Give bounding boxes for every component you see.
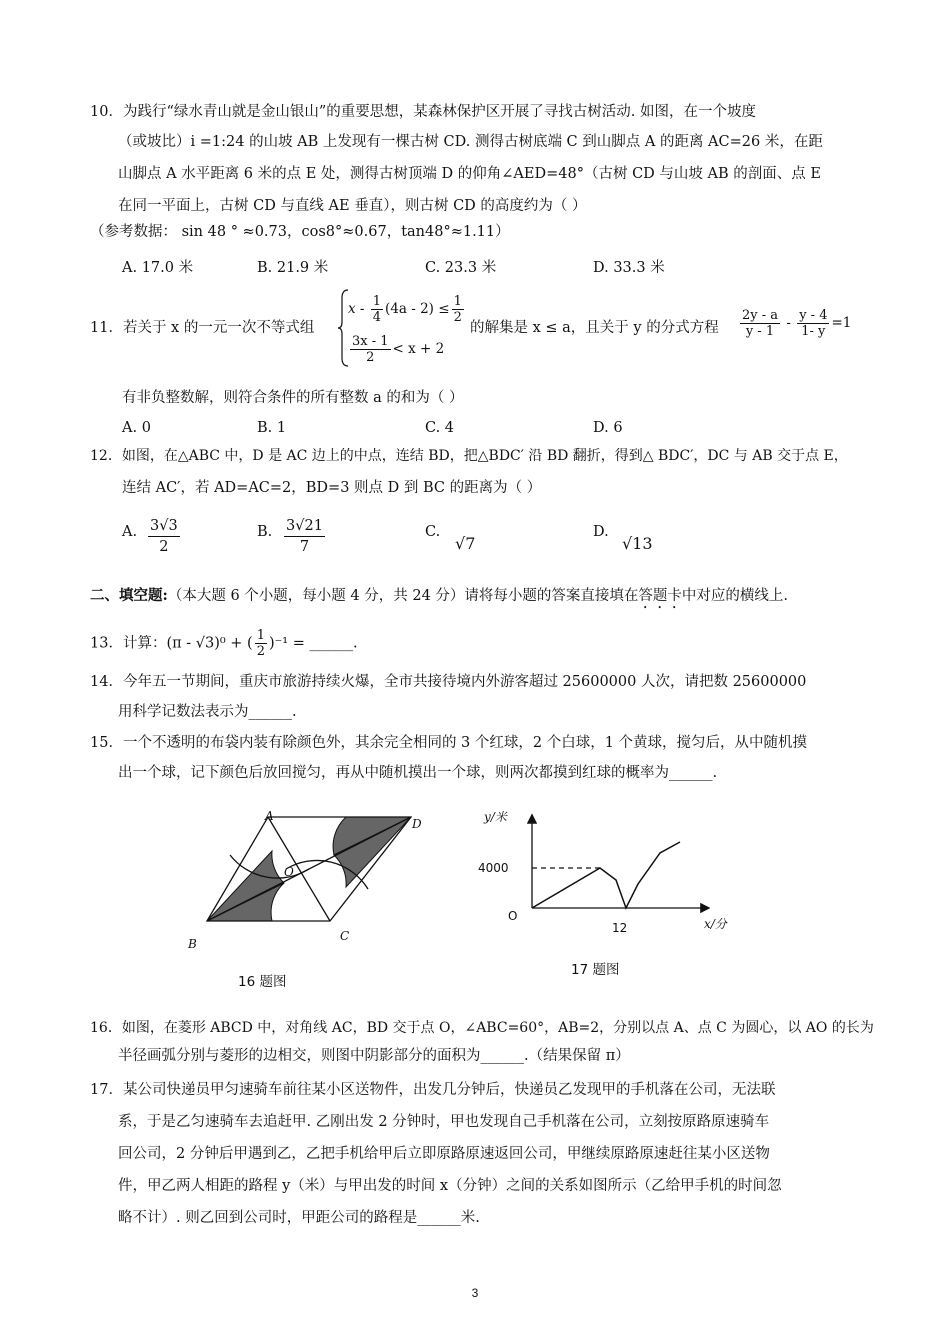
q11-option-c: C. 4 <box>425 420 455 436</box>
q11-inequality-2: $\frac{3x - 1}{2}$ < x + 2 <box>352 334 445 365</box>
q16-line2: 半径画弧分别与菱形的边相交，则图中阴影部分的面积为______.（结果保留 π） <box>118 1048 630 1064</box>
q14-line2: 用科学记数法表示为______. <box>118 704 297 720</box>
q12-line2: 连结 AC′，若 AD=AC=2，BD=3 则点 D 到 BC 的距离为（ ） <box>122 480 542 496</box>
q16-line1: 16．如图，在菱形 ABCD 中，对角线 AC，BD 交于点 O，∠ABC=60°，AB=2，分别以点 A、点 C 为圆心，以 AO 的长为 <box>90 1020 874 1036</box>
q13-expression: 13．计算：(π - √3)⁰ + ( $\frac{1}{2}$ )⁻¹ = ______. <box>90 628 358 659</box>
q17-line3: 回公司，2 分钟后甲遇到乙，乙把手机给甲后立即原路原速返回公司，甲继续原路原速赶往某小区送物 <box>118 1146 770 1162</box>
q10-option-c: C. 23.3 米 <box>425 260 497 276</box>
q12-option-c-label: C. <box>425 524 441 540</box>
q10-reference-data: （参考数据： sin 48 ° ≈0.73，cos8°≈0.67，tan48°≈1.11） <box>90 224 510 240</box>
q12-option-b: $\frac{3√21}{7}$ <box>286 518 323 555</box>
fig16-label-o: O <box>284 865 294 879</box>
q10-line3: 山脚点 A 水平距离 6 米的点 E 处，测得古树顶端 D 的仰角∠AED=48°（古树 CD 与山坡 AB 的剖面、点 E <box>118 166 821 182</box>
q11-option-a: A. 0 <box>122 420 151 436</box>
page-number: 3 <box>471 1286 479 1300</box>
fig17-y-tick: 4000 <box>478 861 509 875</box>
fig17-caption: 17 题图 <box>571 962 620 978</box>
q12-option-a-label: A. <box>122 524 138 540</box>
q15-line1: 15．一个不透明的布袋内装有除颜色外，其余完全相同的 3 个红球，2 个白球，1 个黄球，搅匀后，从中随机摸 <box>90 735 808 751</box>
q10-option-a: A. 17.0 米 <box>122 260 194 276</box>
fig16-caption: 16 题图 <box>238 974 287 990</box>
q12-line1: 12．如图，在△ABC 中，D 是 AC 边上的中点，连结 BD，把△BDC′ 沿 BD 翻折，得到△ BDC′，DC 与 AB 交于点 E， <box>90 448 848 464</box>
q17-line4: 件，甲乙两人相距的路程 y（米）与甲出发的时间 x（分钟）之间的关系如图所示（乙给甲手机的时间忽 <box>118 1178 782 1194</box>
fig17-origin: O <box>508 909 518 923</box>
fig17-x-tick: 12 <box>612 921 628 935</box>
q14-line1: 14．今年五一节期间，重庆市旅游持续火爆，全市共接待境内外游客超过 25600000 人次，请把数 25600000 <box>90 674 807 690</box>
fig16-label-a: A <box>265 809 274 823</box>
q10-option-d: D. 33.3 米 <box>593 260 665 276</box>
section2-header: 二、填空题:（本大题 6 个小题，每小题 4 分，共 24 分）请将每小题的答案直接填在答题卡中对应的横线上. <box>90 587 789 604</box>
fig17-x-label: x/分 <box>704 917 727 931</box>
q10-line2: （或坡比）i =1:24 的山坡 AB 上发现有一棵古树 CD. 测得古树底端 C 到山脚点 A 的距离 AC=26 米，在距 <box>118 134 823 150</box>
q12-option-b-label: B. <box>257 524 273 540</box>
distance-curve <box>532 842 680 908</box>
q11-inequality-1: x - $\frac{1}{4}$ (4a - 2) ≤ $\frac{1}{2}$ <box>348 294 462 325</box>
q10-option-b: B. 21.9 米 <box>257 260 329 276</box>
fig17-y-label: y/米 <box>484 810 507 824</box>
q10-line4: 在同一平面上，古树 CD 与直线 AE 垂直），则古树 CD 的高度约为（ ） <box>118 198 587 214</box>
q12-option-c: √7 <box>455 534 476 553</box>
fig16-label-d: D <box>412 817 422 831</box>
q11-fraction-equation: $\frac{2y - a}{y - 1}$ - $\frac{y - 4}{1- y}$ =1 <box>742 308 852 339</box>
q12-option-d-label: D. <box>593 524 609 540</box>
q17-line1: 17．某公司快递员甲匀速骑车前往某小区送物件，出发几分钟后，快递员乙发现甲的手机落在公司，无法联 <box>90 1082 776 1098</box>
q12-option-a: $\frac{3√3}{2}$ <box>150 518 178 555</box>
q10-line1: 10．为践行“绿水青山就是金山银山”的重要思想，某森林保护区开展了寻找古树活动. 如图，在一个坡度 <box>90 104 756 120</box>
figure-16-rhombus <box>180 805 440 955</box>
q11-prefix: 11．若关于 x 的一元一次不等式组 <box>90 320 315 336</box>
q11-option-b: B. 1 <box>257 420 287 436</box>
q12-option-d: √13 <box>622 534 653 553</box>
q17-line2: 系，于是乙匀速骑车去追赶甲. 乙刚出发 2 分钟时，甲也发现自己手机落在公司，立刻按原路原速骑车 <box>118 1114 770 1130</box>
q11-option-d: D. 6 <box>593 420 623 436</box>
q15-line2: 出一个球，记下颜色后放回搅匀，再从中随机摸出一个球，则两次都摸到红球的概率为______. <box>118 765 718 781</box>
q11-middle: 的解集是 x ≤ a，且关于 y 的分式方程 <box>470 320 719 336</box>
fig16-label-b: B <box>188 937 197 951</box>
q11-line2: 有非负整数解，则符合条件的所有整数 a 的和为（ ） <box>122 390 464 406</box>
fig16-label-c: C <box>340 929 350 943</box>
q17-line5: 略不计）. 则乙回到公司时，甲距公司的路程是______米. <box>118 1210 480 1226</box>
